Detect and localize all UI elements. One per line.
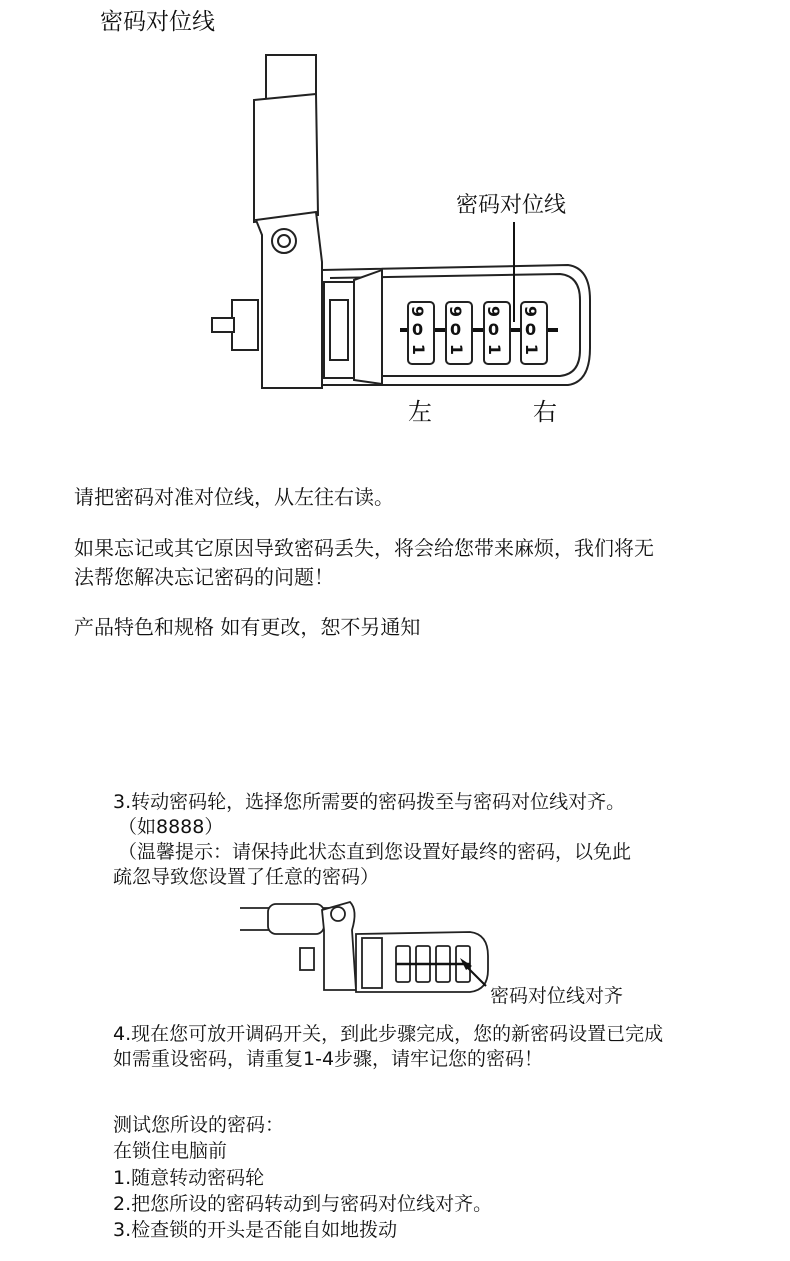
wheel-digit: 0 [488,320,500,339]
diagram-label: 密码对位线 [456,193,567,218]
wheel-digit: 9 [408,305,428,318]
wheel-digit: 1 [485,343,505,356]
test-line: 测试您所设的密码： [113,1114,285,1136]
step3-line: （如8888） [118,816,224,838]
wheel-digit: 0 [525,320,537,339]
lock-diagram-small [0,890,790,1010]
note-line: 如果忘记或其它原因导致密码丢失，将会给您带来麻烦，我们将无 [74,536,654,560]
right-label: 右 [533,398,557,426]
wheel-digit: 1 [522,343,542,356]
step3-line: 3.转动密码轮，选择您所需要的密码拨至与密码对位线对齐。 [113,791,626,813]
test-line: 2.把您所设的密码转动到与密码对位线对齐。 [113,1193,493,1215]
note-line: 产品特色和规格 如有更改，恕不另通知 [74,615,421,639]
test-line: 3.检查锁的开头是否能自如地拨动 [113,1219,398,1241]
lock-diagram-large [0,0,790,440]
wheel-digit: 0 [450,320,462,339]
test-line: 1.随意转动密码轮 [113,1167,265,1189]
step3-line: （温馨提示：请保持此状态直到您设置好最终的密码，以免此 [118,841,632,863]
wheel-digit: 9 [521,305,541,318]
step4-line: 4.现在您可放开调码开关，到此步骤完成，您的新密码设置已完成 [113,1023,664,1045]
note-line: 法帮您解决忘记密码的问题！ [74,565,334,589]
left-label: 左 [408,398,432,426]
wheel-digit: 9 [446,305,466,318]
wheel-digit: 9 [484,305,504,318]
wheel-digit: 1 [447,343,467,356]
wheel-digit: 1 [409,343,429,356]
alignment-label: 密码对位线对齐 [490,985,624,1007]
section-title: 密码对位线 [100,9,215,35]
step3-line: 疏忽导致您设置了任意的密码） [113,866,380,888]
test-line: 在锁住电脑前 [113,1140,228,1162]
wheel-digit: 0 [412,320,424,339]
note-line: 请把密码对准对位线，从左往右读。 [74,485,394,509]
step4-line: 如需重设密码，请重复1-4步骤，请牢记您的密码！ [113,1048,544,1070]
